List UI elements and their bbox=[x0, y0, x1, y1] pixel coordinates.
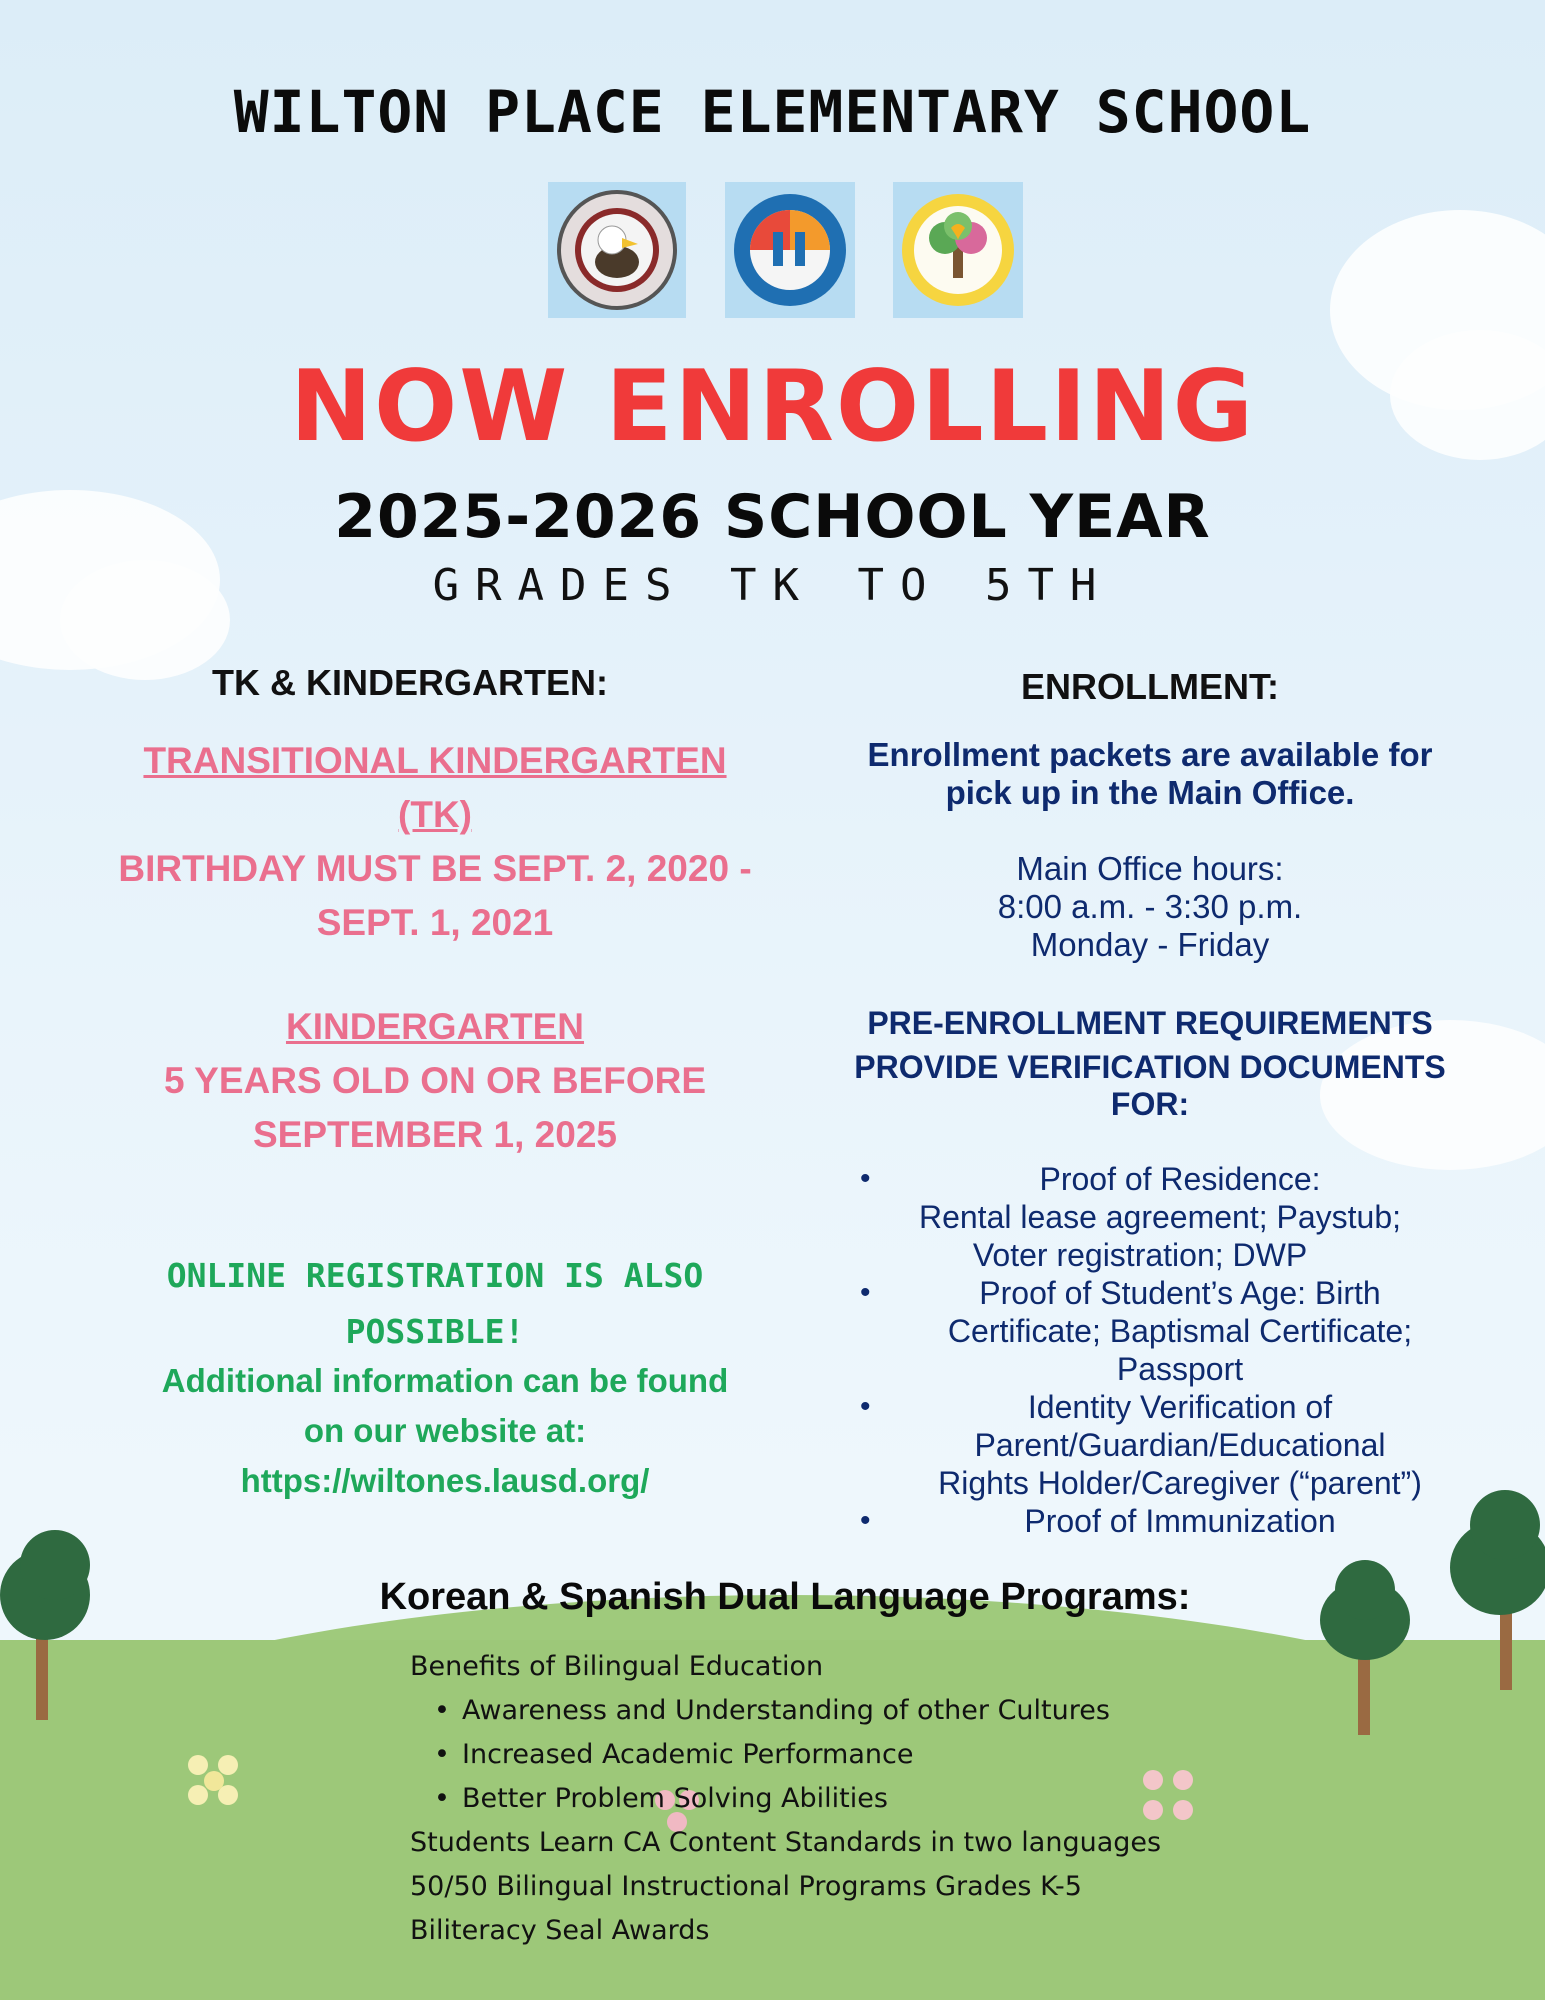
bullet-icon: • bbox=[860, 1390, 871, 1423]
tree-logo-icon bbox=[893, 182, 1023, 318]
benefit-item: • Awareness and Understanding of other Cultures bbox=[410, 1689, 1310, 1733]
online-registration bbox=[70, 1248, 800, 1360]
hours-time: 8:00 a.m. - 3:30 p.m. bbox=[997, 888, 1303, 925]
packets-info bbox=[820, 736, 1480, 812]
program-line: Students Learn CA Content Standards in two languages bbox=[410, 1827, 1162, 1858]
req-line2: PROVIDE VERIFICATION DOCUMENTS bbox=[854, 1049, 1446, 1085]
info-line1: Additional information can be found bbox=[161, 1362, 729, 1399]
k-title: KINDERGARTEN bbox=[285, 1006, 585, 1047]
requirements-list bbox=[840, 1160, 1480, 1540]
requirement-line: Passport bbox=[1116, 1351, 1244, 1387]
school-year-title: 2025-2026 SCHOOL YEAR bbox=[334, 482, 1211, 552]
now-enrolling-headline: NOW ENROLLING bbox=[289, 350, 1256, 464]
requirement-line: Proof of Residence: bbox=[1039, 1161, 1321, 1197]
enrollment-heading: ENROLLMENT: bbox=[1021, 666, 1279, 707]
tk-kindergarten-heading: TK & KINDERGARTEN: bbox=[212, 662, 608, 703]
requirement-line: Rental lease agreement; Paystub; bbox=[918, 1199, 1402, 1235]
packets-line1: Enrollment packets are available for bbox=[867, 736, 1433, 773]
grades-subtitle: GRADES TK TO 5TH bbox=[432, 560, 1113, 611]
logo-box-eagle bbox=[548, 182, 686, 318]
logo-box-tree bbox=[893, 182, 1023, 318]
requirement-line: Identity Verification of bbox=[1027, 1389, 1333, 1425]
pre-enrollment-requirements bbox=[810, 1000, 1490, 1120]
requirement-line: Rights Holder/Caregiver (“parent”) bbox=[938, 1465, 1422, 1501]
requirement-age bbox=[840, 1274, 1480, 1388]
kindergarten-section bbox=[70, 1000, 800, 1162]
requirement-residence bbox=[840, 1160, 1480, 1274]
req-line3: FOR: bbox=[1110, 1086, 1190, 1122]
requirement-immunization bbox=[840, 1502, 1480, 1540]
hours-days: Monday - Friday bbox=[1030, 926, 1270, 963]
requirement-line: Proof of Student’s Age: Birth bbox=[979, 1275, 1381, 1311]
tk-rule-line2: SEPT. 1, 2021 bbox=[316, 902, 554, 943]
office-hours bbox=[820, 850, 1480, 964]
tk-rule-line1: BIRTHDAY MUST BE SEPT. 2, 2020 - bbox=[118, 848, 752, 889]
benefits-heading: Benefits of Bilingual Education bbox=[410, 1651, 824, 1682]
bullet-icon: • bbox=[860, 1504, 871, 1537]
website-link[interactable]: https://wiltones.lausd.org/ bbox=[240, 1462, 650, 1499]
benefit-item: • Increased Academic Performance bbox=[410, 1733, 1310, 1777]
school-title: WILTON PLACE ELEMENTARY SCHOOL bbox=[233, 78, 1312, 146]
k-rule-line1: 5 YEARS OLD ON OR BEFORE bbox=[163, 1060, 707, 1101]
dual-language-title: Korean & Spanish Dual Language Programs: bbox=[379, 1576, 1191, 1618]
tk-title-line1: TRANSITIONAL KINDERGARTEN bbox=[143, 740, 727, 781]
requirement-line: Certificate; Baptismal Certificate; bbox=[947, 1313, 1413, 1349]
benefit-item: • Better Problem Solving Abilities bbox=[410, 1777, 1310, 1821]
lausd-logo-icon bbox=[725, 182, 855, 318]
hours-label: Main Office hours: bbox=[1016, 850, 1284, 887]
k-rule-line2: SEPTEMBER 1, 2025 bbox=[253, 1114, 617, 1155]
eagle-logo-icon bbox=[548, 182, 686, 318]
program-line: 50/50 Bilingual Instructional Programs Grades K-5 bbox=[410, 1871, 1082, 1902]
online-line1: ONLINE REGISTRATION IS ALSO bbox=[166, 1256, 704, 1295]
website-info bbox=[70, 1356, 820, 1506]
bullet-icon: • bbox=[860, 1162, 871, 1195]
tk-section bbox=[70, 734, 800, 950]
logo-box-lausd bbox=[725, 182, 855, 318]
tree-left-icon bbox=[0, 1530, 110, 1720]
online-line2: POSSIBLE! bbox=[345, 1312, 525, 1351]
tk-title-line2: (TK) bbox=[398, 794, 472, 835]
requirement-line: Parent/Guardian/Educational bbox=[974, 1427, 1386, 1463]
flower-yellow-icon bbox=[188, 1755, 248, 1815]
info-line2: on our website at: bbox=[303, 1412, 587, 1449]
program-line: Biliteracy Seal Awards bbox=[410, 1915, 710, 1946]
packets-line2: pick up in the Main Office. bbox=[945, 774, 1355, 811]
requirement-line: Proof of Immunization bbox=[1024, 1503, 1336, 1539]
requirement-line: Voter registration; DWP bbox=[972, 1237, 1308, 1273]
requirement-identity bbox=[840, 1388, 1480, 1502]
req-line1: PRE-ENROLLMENT REQUIREMENTS bbox=[867, 1005, 1433, 1041]
bullet-icon: • bbox=[860, 1276, 871, 1309]
benefits-section bbox=[410, 1645, 1310, 1953]
